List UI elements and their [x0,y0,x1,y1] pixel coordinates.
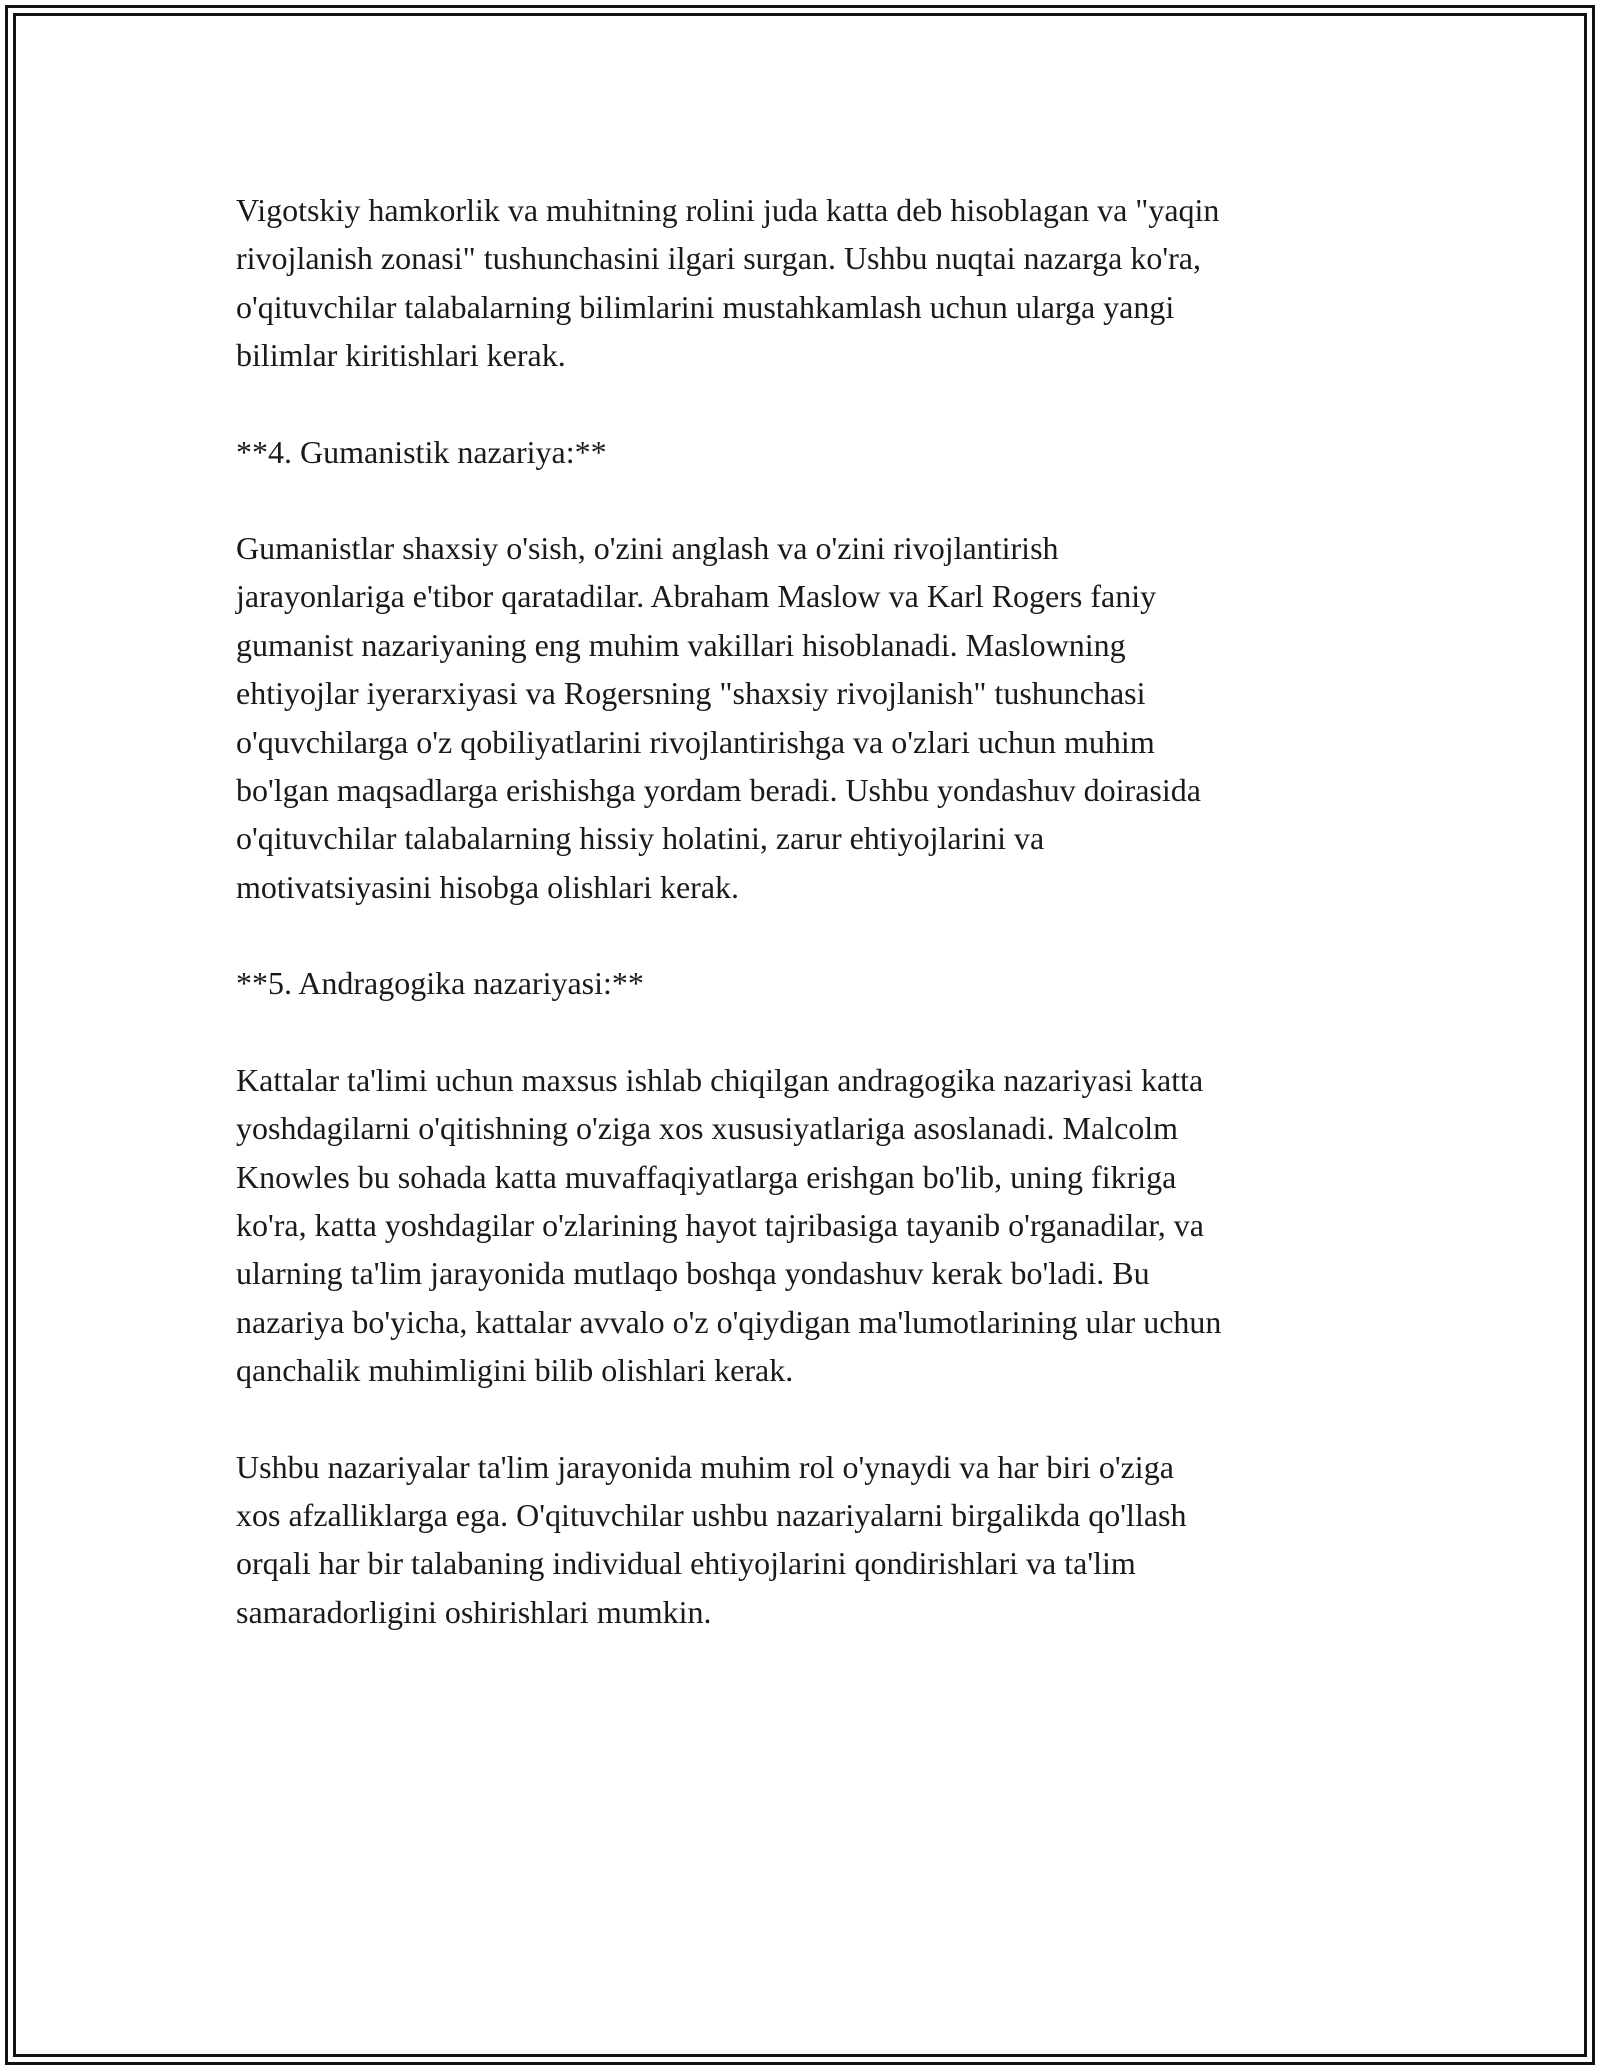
paragraph-andragogy: Kattalar ta'limi uchun maxsus ishlab chiqilgan andragogika nazariyasi katta yoshdagilarni o'qitishning o'ziga xos xususiyatlariga asoslanadi. Malcolm Knowles bu sohada katta muvaffaqiyatlarga erishgan bo'lib, uning fikriga ko'ra, katta yoshdagilar o'zlarining hayot tajribasiga tayanib o'rganadilar, va ularning ta'lim jarayonida mutlaqo boshqa yondashuv kerak bo'ladi. Bu nazariya bo'yicha, kattalar avvalo o'z o'qiydigan ma'lumotlarining ular uchun qanchalik muhimligini bilib olishlari kerak. [236,1061,1222,1389]
heading-humanistic-theory: **4. Gumanistik nazariya:** [236,433,607,470]
heading-andragogy-theory: **5. Andragogika nazariyasi:** [236,965,644,1002]
paragraph-vygotsky: Vigotskiy hamkorlik va muhitning rolini juda katta deb hisoblagan va "yaqin rivojlanish zonasi" tushunchasini ilgari surgan. Ushbu nuqtai nazarga ko'ra, o'qituvchilar talabalarning bilimlarini mustahkamlash uchun ularga yangi bilimlar kiritishlari kerak. [236,192,1220,374]
paragraph-humanists: Gumanistlar shaxsiy o'sish, o'zini anglash va o'zini rivojlantirish jarayonlariga e'tibor qaratadilar. Abraham Maslow va Karl Rogers faniy gumanist nazariyaning eng muhim vakillari hisoblanadi. Maslowning ehtiyojlar iyerarxiyasi va Rogersning "shaxsiy rivojlanish" tushunchasi o'quvchilarga o'z qobiliyatlarini rivojlantirishga va o'zlari uchun muhim bo'lgan maqsadlarga erishishga yordam beradi. Ushbu yondashuv doirasida o'qituvchilar talabalarning hissiy holatini, zarur ehtiyojlarini va motivatsiyasini hisobga olishlari kerak. [236,530,1201,905]
paragraph-conclusion: Ushbu nazariyalar ta'lim jarayonida muhim rol o'ynaydi va har biri o'ziga xos afzalliklarga ega. O'qituvchilar ushbu nazariyalarni birgalikda qo'llash orqali har bir talabaning individual ehtiyojlarini qondirishlari va ta'lim samaradorligini oshirishlari mumkin. [236,1448,1187,1630]
document-body [236,186,1376,1684]
